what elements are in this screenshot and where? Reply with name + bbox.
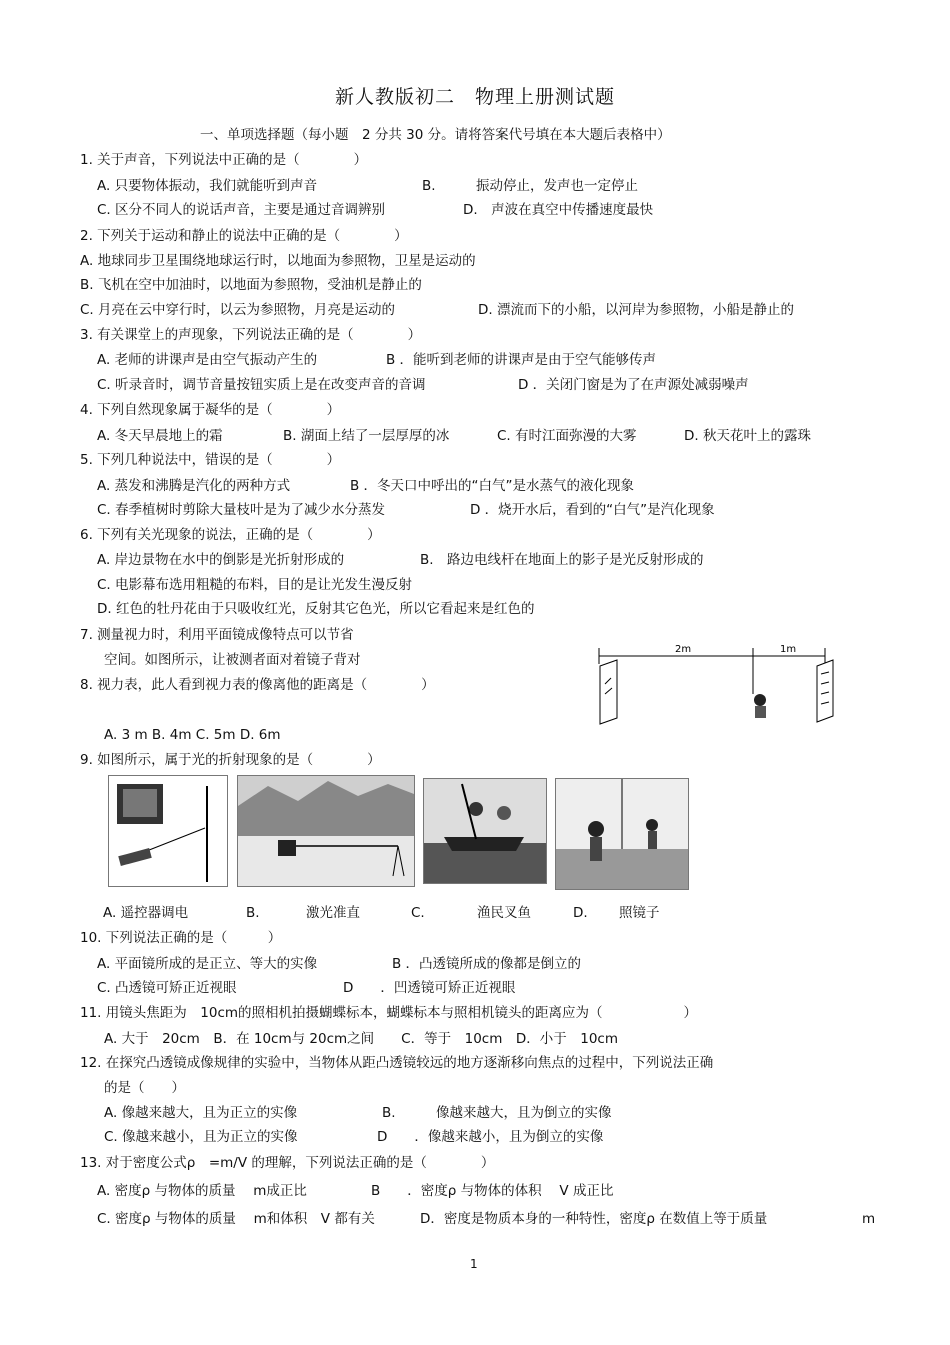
q4-option-a: A. 冬天早晨地上的霜 xyxy=(97,428,223,444)
q13-option-a: A. 密度ρ 与物体的质量 m成正比 xyxy=(97,1183,307,1199)
q9-option-c-letter: C. xyxy=(411,905,425,921)
question-7-cont: 空间。如图所示，让被测者面对着镜子背对 xyxy=(104,652,361,668)
page-title: 新人教版初二 物理上册测试题 xyxy=(334,86,615,108)
q1-option-b: B. 振动停止，发声也一定停止 xyxy=(422,178,639,194)
distance-1m-label: 1m xyxy=(780,644,797,655)
question-7: 7. 测量视力时，利用平面镜成像特点可以节省 xyxy=(80,627,354,643)
q5-option-d: D ．烧开水后，看到的“白气”是汽化现象 xyxy=(470,502,715,518)
question-10: 10. 下列说法正确的是（ ） xyxy=(80,930,282,946)
question-12: 12. 在探究凸透镜成像规律的实验中，当物体从距凸透镜较远的地方逐渐移向焦点的过程中，下列说法正确 xyxy=(80,1055,714,1071)
q10-option-c: C. 凸透镜可矫正近视眼 xyxy=(97,980,237,996)
q12-option-a: A. 像越来越大，且为正立的实像 xyxy=(104,1105,298,1121)
q5-option-c: C. 春季植树时剪除大量枝叶是为了减少水分蒸发 xyxy=(97,502,386,518)
mirror-image xyxy=(555,778,689,890)
q2-option-d: D. 漂流而下的小船，以河岸为参照物，小船是静止的 xyxy=(478,302,794,318)
question-4: 4. 下列自然现象属于凝华的是（ ） xyxy=(80,402,341,418)
q3-option-a: A. 老师的讲课声是由空气振动产生的 xyxy=(97,352,318,368)
q6-option-d: D. 红色的牡丹花由于只吸收红光，反射其它色光，所以它看起来是红色的 xyxy=(97,601,535,617)
q9-option-b-text: 激光准直 xyxy=(306,905,360,921)
q9-option-d-text: 照镜子 xyxy=(619,905,660,921)
eye-test-figure xyxy=(595,634,840,726)
page-number: 1 xyxy=(470,1257,478,1271)
question-8: 8. 视力表，此人看到视力表的像离他的距离是（ ） xyxy=(80,677,435,693)
q4-option-b: B. 湖面上结了一层厚厚的冰 xyxy=(283,428,450,444)
reflection-icon xyxy=(646,819,658,831)
q9-option-b-letter: B. xyxy=(246,905,260,921)
q13-option-c: C. 密度ρ 与物体的质量 m和体积 V 都有关 xyxy=(97,1211,375,1227)
q4-option-c: C. 有时江面弥漫的大雾 xyxy=(497,428,637,444)
q2-option-a: A. 地球同步卫星围绕地球运行时，以地面为参照物，卫星是运动的 xyxy=(80,253,476,269)
q12-option-c: C. 像越来越小，且为正立的实像 xyxy=(104,1129,298,1145)
question-5: 5. 下列几种说法中，错误的是（ ） xyxy=(80,452,341,468)
question-9: 9. 如图所示，属于光的折射现象的是（ ） xyxy=(80,752,381,768)
q13-option-d: D．密度是物质本身的一种特性，密度ρ 在数值上等于质量 xyxy=(420,1211,768,1227)
laser-alignment-image xyxy=(237,775,415,887)
question-3: 3. 有关课堂上的声现象，下列说法正确的是（ ） xyxy=(80,327,422,343)
question-6: 6. 下列有关光现象的说法，正确的是（ ） xyxy=(80,527,381,543)
q11-options: A. 大于 20cm B．在 10cm与 20cm之间 C．等于 10cm D．小于 10cm xyxy=(104,1031,619,1047)
q12-option-b: B. 像越来越大，且为倒立的实像 xyxy=(382,1105,612,1121)
q3-option-b: B ．能听到老师的讲课声是由于空气能够传声 xyxy=(386,352,657,368)
spear-fishing-image xyxy=(423,778,547,884)
person-icon xyxy=(754,694,766,706)
q13-option-d-end: m xyxy=(862,1211,876,1227)
q4-option-d: D. 秋天花叶上的露珠 xyxy=(684,428,811,444)
q2-option-b: B. 飞机在空中加油时，以地面为参照物，受油机是静止的 xyxy=(80,277,422,293)
section-heading: 一、单项选择题（每小题 2 分共 30 分。请将答案代号填在本大题后表格中） xyxy=(200,127,671,143)
q1-option-a: A. 只要物体振动，我们就能听到声音 xyxy=(97,178,318,194)
question-11: 11. 用镜头焦距为 10cm的照相机拍摄蝴蝶标本，蝴蝶标本与照相机镜头的距离应为（ ） xyxy=(80,1005,698,1021)
q1-option-d: D. 声波在真空中传播速度最快 xyxy=(463,202,654,218)
mirror-icon xyxy=(600,660,617,724)
eye-chart-icon xyxy=(817,660,833,722)
question-2: 2. 下列关于运动和静止的说法中正确的是（ ） xyxy=(80,228,408,244)
q13-option-b: B ．密度ρ 与物体的体积 V 成正比 xyxy=(371,1183,614,1199)
q10-option-d: D ．凹透镜可矫正近视眼 xyxy=(343,980,516,996)
girl-icon xyxy=(588,821,604,837)
question-1: 1. 关于声音，下列说法中正确的是（ ） xyxy=(80,152,368,168)
question-13: 13. 对于密度公式ρ =m/V 的理解，下列说法正确的是（ ） xyxy=(80,1155,495,1171)
distance-2m-label: 2m xyxy=(675,644,692,655)
q6-option-a: A. 岸边景物在水中的倒影是光折射形成的 xyxy=(97,552,345,568)
q3-option-d: D ．关闭门窗是为了在声源处减弱噪声 xyxy=(518,377,749,393)
boat-icon xyxy=(444,837,524,851)
q6-option-c: C. 电影幕布选用粗糙的布料，目的是让光发生漫反射 xyxy=(97,577,413,593)
remote-control-image xyxy=(108,775,228,887)
q6-option-b: B. 路边电线杆在地面上的影子是光反射形成的 xyxy=(420,552,704,568)
question-12-cont: 的是（ ） xyxy=(104,1080,185,1096)
remote-icon xyxy=(118,848,151,866)
q10-option-b: B ．凸透镜所成的像都是倒立的 xyxy=(392,956,582,972)
q10-option-a: A. 平面镜所成的是正立、等大的实像 xyxy=(97,956,318,972)
q9-option-c-text: 渔民叉鱼 xyxy=(477,905,531,921)
q5-option-b: B ．冬天口中呼出的“白气”是水蒸气的液化现象 xyxy=(350,478,635,494)
q9-option-d-letter: D. xyxy=(573,905,588,921)
q5-option-a: A. 蒸发和沸腾是汽化的两种方式 xyxy=(97,478,291,494)
q12-option-d: D ．像越来越小，且为倒立的实像 xyxy=(377,1129,604,1145)
q3-option-c: C. 听录音时，调节音量按钮实质上是在改变声音的音调 xyxy=(97,377,426,393)
laser-icon xyxy=(278,840,296,856)
q1-option-c: C. 区分不同人的说话声音，主要是通过音调辨别 xyxy=(97,202,386,218)
q9-option-a: A. 遥控器调电 xyxy=(103,905,189,921)
q2-option-c: C. 月亮在云中穿行时，以云为参照物，月亮是运动的 xyxy=(80,302,396,318)
q8-options: A. 3 m B. 4m C. 5m D. 6m xyxy=(104,727,281,743)
